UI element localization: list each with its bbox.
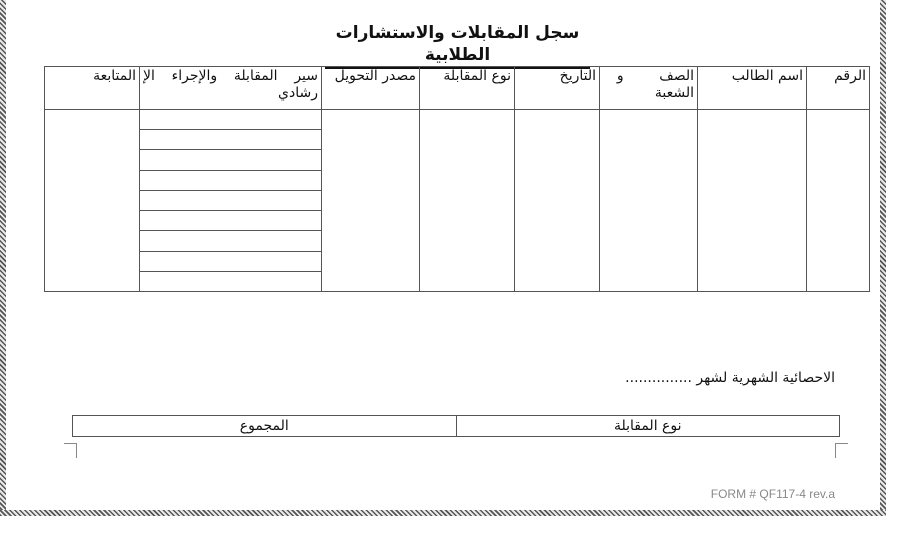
- page-border-bottom: [0, 510, 886, 516]
- cell-date[interactable]: [515, 110, 600, 292]
- crop-mark-right: [835, 443, 848, 458]
- procedure-line[interactable]: [140, 191, 321, 211]
- page-border-left: [0, 0, 6, 514]
- procedure-line[interactable]: [140, 272, 321, 291]
- cell-interview-type[interactable]: [420, 110, 515, 292]
- procedure-line[interactable]: [140, 171, 321, 191]
- table-body-row: [45, 110, 870, 292]
- header-student-name: اسم الطالب: [698, 67, 807, 110]
- procedure-line[interactable]: [140, 130, 321, 150]
- summary-table: [72, 415, 840, 437]
- cell-class-section[interactable]: [600, 110, 698, 292]
- header-follow-up: المتابعة: [45, 67, 140, 110]
- cell-follow-up[interactable]: [45, 110, 140, 292]
- cell-number[interactable]: [807, 110, 870, 292]
- procedure-line[interactable]: [140, 211, 321, 231]
- header-date: التاريخ: [515, 67, 600, 110]
- header-referral-source: مصدر التحويل: [322, 67, 420, 110]
- procedure-line[interactable]: [140, 231, 321, 251]
- summary-total: المجموع: [73, 416, 457, 437]
- procedure-line[interactable]: [140, 110, 321, 130]
- header-interview-procedure: سير المقابلة والإجراء الإ رشادي: [140, 67, 322, 110]
- form-id: FORM # QF117-4 rev.a: [710, 487, 835, 501]
- procedure-lines: [140, 110, 321, 291]
- procedure-line[interactable]: [140, 150, 321, 170]
- summary-interview-type: نوع المقابلة: [456, 416, 840, 437]
- page-title: سجل المقابلات والاستشارات الطلابية: [325, 22, 590, 69]
- page-border-right: [880, 0, 886, 514]
- cell-interview-procedure: [140, 110, 322, 292]
- header-class-section: الصف و الشعبة: [600, 67, 698, 110]
- summary-row: [73, 416, 840, 437]
- monthly-stats-label: الاحصائية الشهرية لشهر ...............: [625, 370, 835, 386]
- crop-mark-left: [64, 443, 77, 458]
- table-header-row: [45, 67, 870, 110]
- header-interview-type: نوع المقابلة: [420, 67, 515, 110]
- cell-student-name[interactable]: [698, 110, 807, 292]
- cell-referral-source[interactable]: [322, 110, 420, 292]
- interviews-table: [44, 66, 870, 292]
- procedure-line[interactable]: [140, 252, 321, 272]
- header-number: الرقم: [807, 67, 870, 110]
